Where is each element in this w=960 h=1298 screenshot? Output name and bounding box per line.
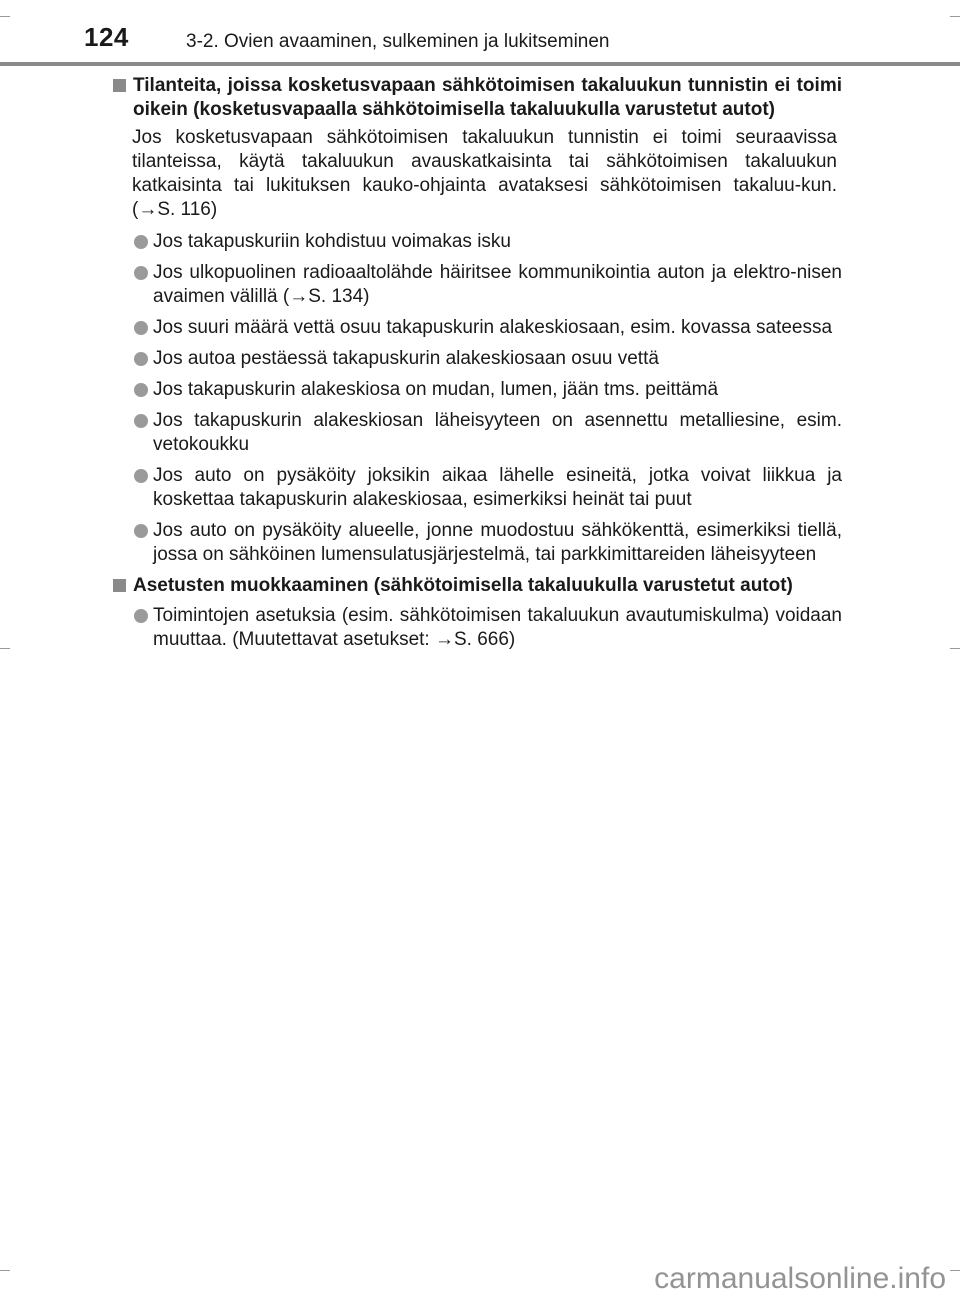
circle-bullet-icon (134, 266, 148, 280)
crop-mark-top-left (0, 16, 10, 17)
list-item (112, 261, 842, 309)
crop-mark-top-right (950, 16, 960, 17)
circle-bullet-icon (134, 414, 148, 428)
circle-bullet-icon (134, 352, 148, 366)
page-number: 124 (84, 22, 129, 52)
crop-mark-bottom-right (950, 1270, 960, 1271)
list-item (112, 316, 842, 340)
list-item-text: Jos takapuskurin alakeskiosa on mudan, lumen, jään tms. peittämä (153, 379, 719, 400)
list-item-text: Jos auto on pysäköity alueelle, jonne muodostuu sähkökenttä, esimerkiksi tiellä, jossa on sähköinen lumensulatusjärjestelmä, tai parkkimittareiden läheisyyteen (153, 520, 842, 565)
list-item (112, 519, 842, 567)
crop-mark-mid-right (950, 648, 960, 649)
chapter-title: 3-2. Ovien avaaminen, sulkeminen ja lukitseminen (186, 31, 610, 52)
list-item-text: Jos takapuskuriin kohdistuu voimakas isku (153, 231, 512, 252)
header-rule (0, 62, 960, 66)
circle-bullet-icon (134, 524, 148, 538)
circle-bullet-icon (134, 235, 148, 249)
watermark: carmanualsonline.info (654, 1262, 946, 1295)
section-heading (112, 574, 842, 598)
list-item (112, 347, 842, 371)
circle-bullet-icon (134, 469, 148, 483)
list-item (112, 409, 842, 457)
square-bullet-icon (113, 579, 126, 592)
list-item-text: Jos ulkopuolinen radioaaltolähde häiritsee kommunikointia auton ja elektro-nisen avaimen välillä (→S. 134) (153, 262, 842, 307)
circle-bullet-icon (134, 383, 148, 397)
list-item (112, 378, 842, 402)
section-heading-text: Asetusten muokkaaminen (sähkötoimisella takaluukulla varustetut autot) (133, 575, 793, 596)
circle-bullet-icon (134, 321, 148, 335)
section-heading (112, 74, 842, 122)
square-bullet-icon (113, 79, 126, 92)
crop-mark-bottom-left (0, 1270, 10, 1271)
list-item (112, 230, 842, 254)
crop-mark-mid-left (0, 648, 10, 649)
section-paragraph: Jos kosketusvapaan sähkötoimisen takaluukun tunnistin ei toimi seuraavissa tilanteissa, käytä takaluukun avauskatkaisinta tai sähkötoimisen takaluukun katkaisinta tai lukituksen kauko-ohjainta avataksesi sähkötoimisen takaluu-kun. (→S. 116) (132, 127, 837, 220)
section-heading-text: Tilanteita, joissa kosketusvapaan sähkötoimisen takaluukun tunnistin ei toimi oikein (kosketusvapaalla sähkötoimisella takaluukulla varustetut autot) (133, 75, 842, 120)
circle-bullet-icon (134, 609, 148, 623)
list-item (112, 604, 842, 652)
list-item-text: Toimintojen asetuksia (esim. sähkötoimisen takaluukun avautumiskulma) voidaan muuttaa. (Muutettavat asetukset: →S. 666) (153, 605, 842, 650)
page-content (112, 74, 842, 659)
list-item-text: Jos auto on pysäköity joksikin aikaa lähelle esineitä, jotka voivat liikkua ja koskettaa takapuskurin alakeskiosaa, esimerkiksi heinät tai puut (153, 465, 842, 510)
list-item-text: Jos autoa pestäessä takapuskurin alakeskiosaan osuu vettä (153, 348, 659, 369)
list-item (112, 464, 842, 512)
list-item-text: Jos takapuskurin alakeskiosan läheisyyteen on asennettu metalliesine, esim. vetokoukku (153, 410, 842, 455)
list-item-text: Jos suuri määrä vettä osuu takapuskurin alakeskiosaan, esim. kovassa sateessa (153, 317, 833, 338)
